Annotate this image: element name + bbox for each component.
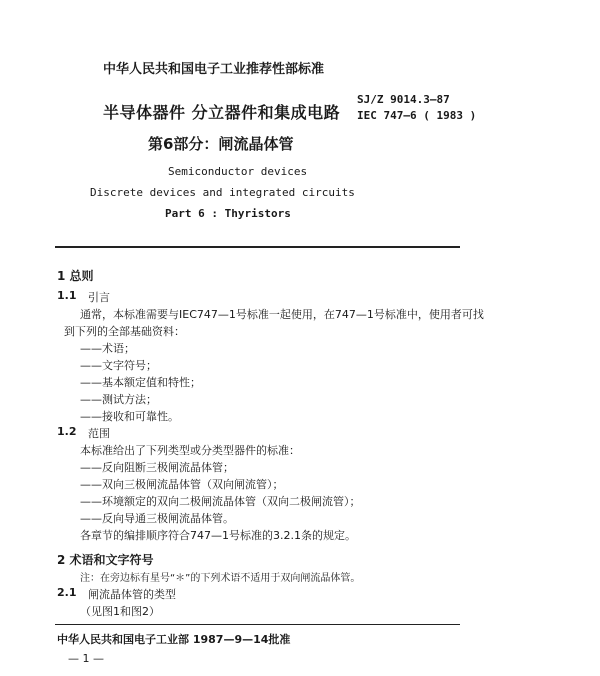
section-1-heading: 1 总则: [57, 269, 94, 283]
list-item: ——反向阻断三极闸流晶体管；: [80, 461, 234, 474]
document-title: 半导体器件 分立器件和集成电路: [103, 103, 341, 122]
list-item: ——术语；: [80, 342, 135, 355]
part-title: 第6部分：闸流晶体管: [148, 135, 294, 153]
english-title-line3: Part 6 : Thyristors: [165, 207, 291, 220]
section-1-2-title: 范围: [88, 427, 110, 440]
english-title-line2: Discrete devices and integrated circuits: [90, 186, 355, 199]
footer-divider: [55, 624, 460, 625]
section-1-2-number: 1.2: [57, 425, 77, 438]
english-title-line1: Semiconductor devices: [168, 165, 308, 178]
iec-reference: IEC 747—6 ( 1983 ): [357, 109, 477, 122]
header-divider: [55, 246, 460, 248]
section-2-1-title: 闸流晶体管的类型: [88, 588, 176, 601]
intro-paragraph-line2: 到下列的全部基础资料：: [64, 325, 185, 338]
list-item: ——基本额定值和特性；: [80, 376, 201, 389]
section-2-note: 注：在旁边标有星号“＊”的下列术语不适用于双向闸流晶体管。: [80, 573, 361, 584]
list-item: ——接收和可靠性。: [80, 410, 179, 423]
page-number: — 1 —: [68, 652, 104, 665]
intro-paragraph-line1: 通常，本标准需要与IEC747—1号标准一起使用，在747—1号标准中，使用者可找: [80, 308, 484, 321]
list-item: ——双向三极闸流晶体管（双向闸流管）；: [80, 478, 284, 491]
approval-line: 中华人民共和国电子工业部 1987—9—14批准: [57, 633, 291, 646]
org-standard-title: 中华人民共和国电子工业推荐性部标准: [103, 62, 325, 77]
figure-reference: （见图1和图2）: [80, 605, 160, 618]
list-item: ——测试方法；: [80, 393, 157, 406]
scope-closing: 各章节的编排顺序符合747—1号标准的3.2.1条的规定。: [80, 529, 356, 542]
section-1-1-number: 1.1: [57, 289, 77, 302]
scope-intro: 本标准给出了下列类型或分类型器件的标准：: [80, 444, 300, 457]
section-1-1-title: 引言: [88, 291, 110, 304]
section-2-heading: 2 术语和文字符号: [57, 553, 154, 567]
standard-number: SJ/Z 9014.3—87: [357, 93, 450, 106]
list-item: ——环境额定的双向二极闸流晶体管（双向二极闸流管）；: [80, 495, 361, 508]
list-item: ——文字符号；: [80, 359, 157, 372]
section-2-1-number: 2.1: [57, 586, 77, 599]
list-item: ——反向导通三极闸流晶体管。: [80, 512, 234, 525]
